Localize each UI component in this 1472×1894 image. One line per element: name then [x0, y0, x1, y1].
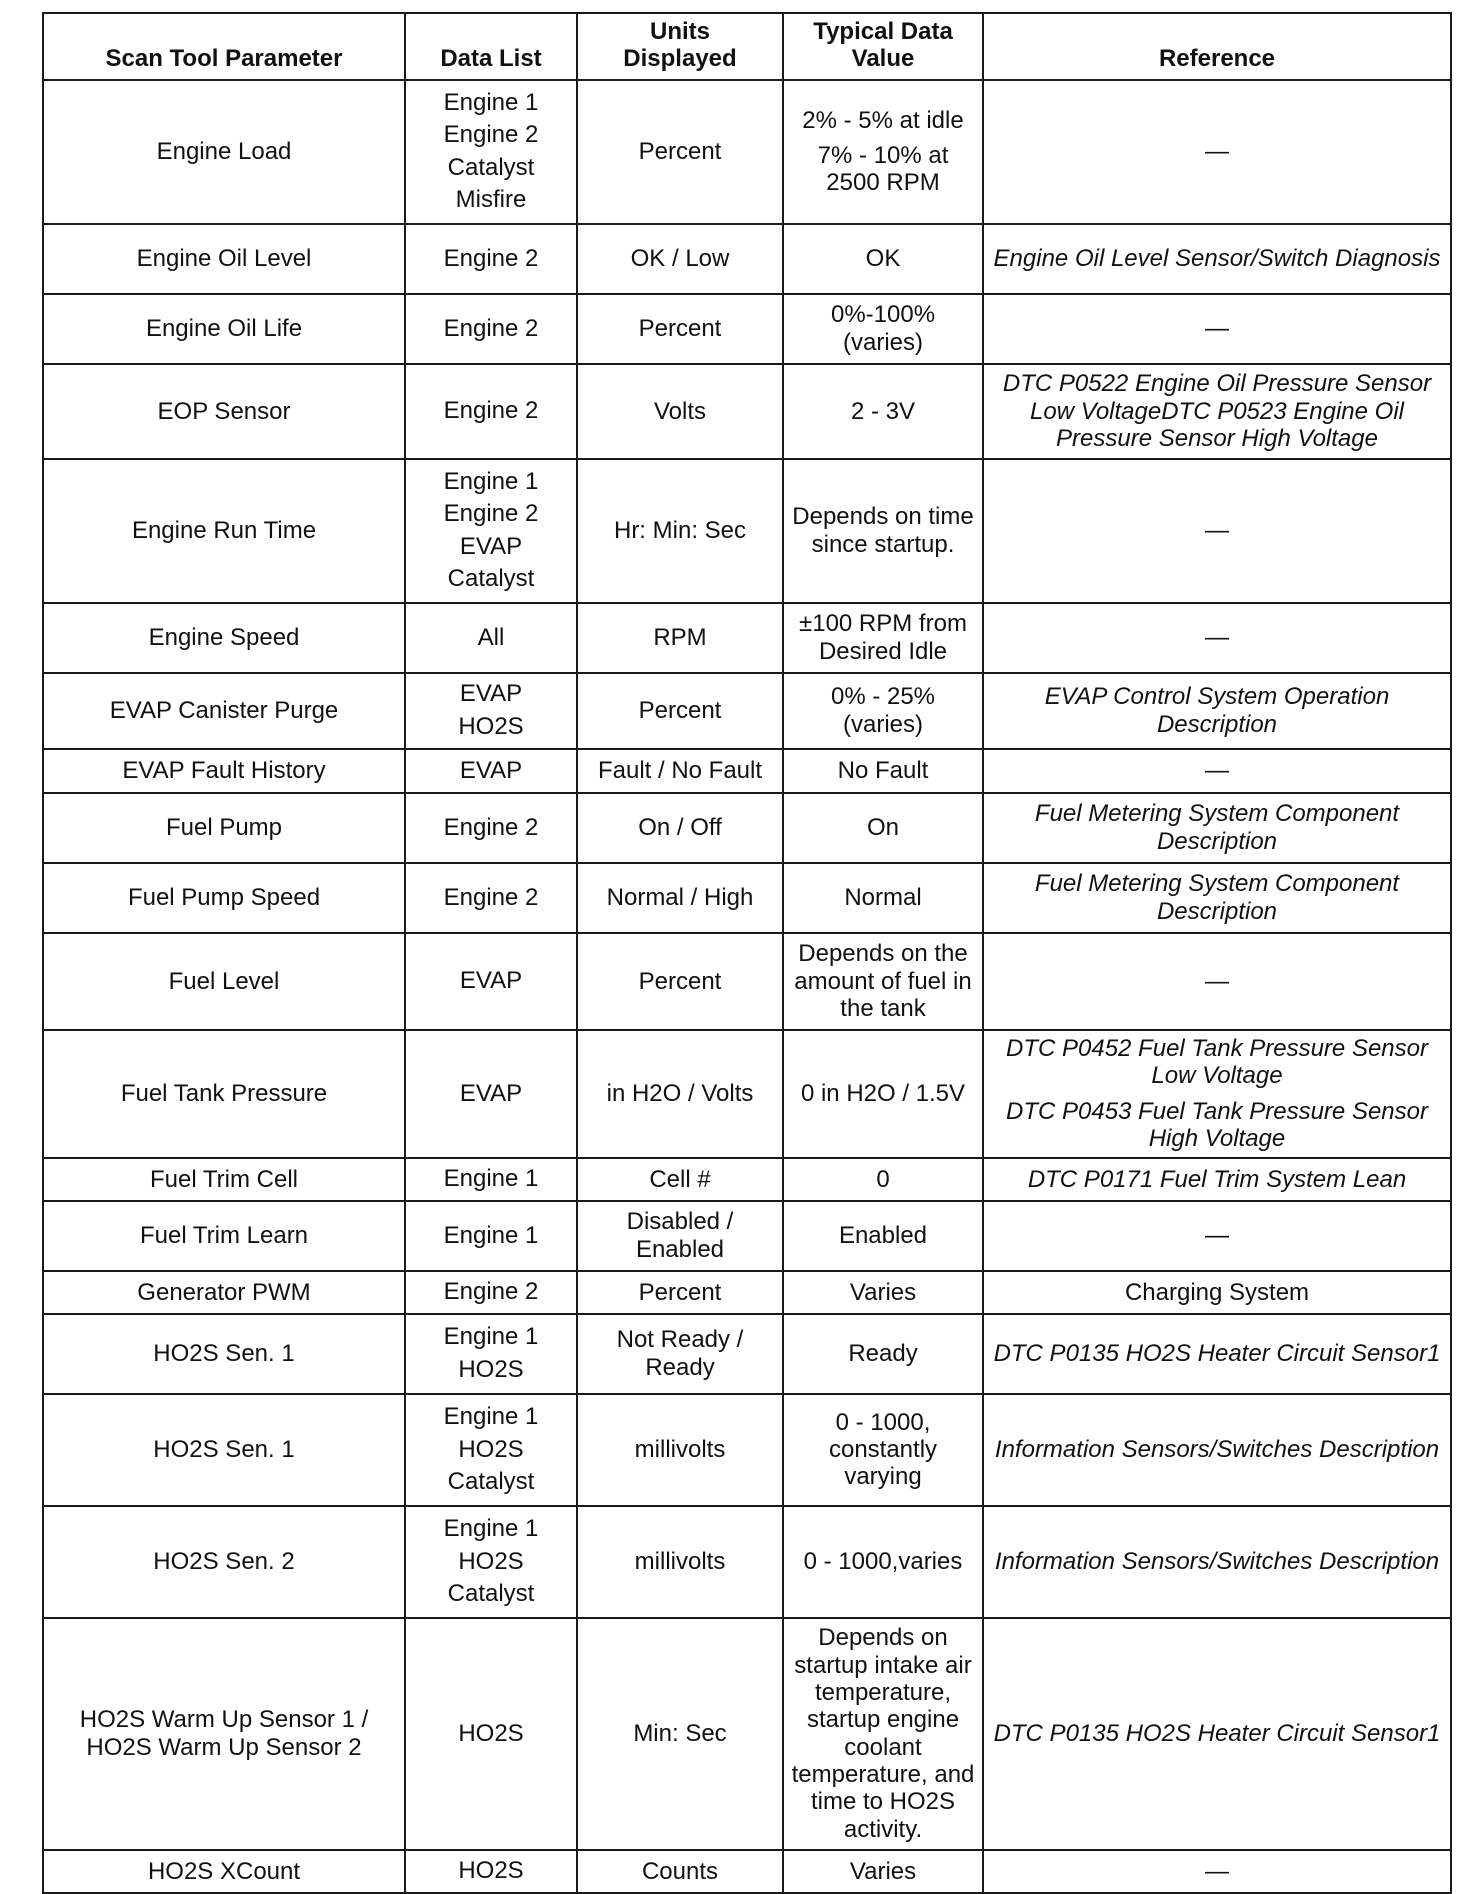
cell-line: Percent — [638, 138, 722, 166]
cell-line: Depends on time since startup. — [792, 503, 974, 558]
table-row — [43, 673, 1451, 749]
cell-scan-tool-parameter — [43, 459, 405, 603]
cell-line: HO2S Sen. 1 — [153, 1436, 295, 1464]
cell-scan-tool-parameter — [43, 1158, 405, 1201]
cell-line: — — [1205, 757, 1229, 785]
cell-scan-tool-parameter — [43, 863, 405, 933]
cell-data-list — [405, 1618, 577, 1850]
cell-line: Engine 1 — [443, 467, 539, 495]
cell-reference — [983, 1030, 1451, 1158]
cell-line: Percent — [638, 967, 722, 995]
cell-line: Engine 2 — [443, 244, 539, 272]
cell-typical-data-value — [783, 933, 983, 1030]
cell-line: OK / Low — [630, 245, 730, 273]
table-row — [43, 933, 1451, 1030]
cell-line: Depends on startup intake air temperature, startup engine coolant temperature, and time to HO2S activity. — [791, 1624, 975, 1843]
table-body — [43, 80, 1451, 1893]
cell-line: Fuel Trim Learn — [139, 1222, 309, 1250]
cell-scan-tool-parameter — [43, 294, 405, 364]
cell-units-displayed — [577, 1030, 783, 1158]
header-data-list: Data List — [405, 13, 577, 80]
cell-line: Ready — [848, 1340, 918, 1368]
cell-line: Engine 2 — [443, 813, 539, 841]
cell-reference — [983, 1271, 1451, 1314]
cell-line: Engine 1 — [443, 1515, 539, 1543]
cell-line: Fuel Metering System Component Description — [1034, 870, 1400, 925]
cell-scan-tool-parameter — [43, 1271, 405, 1314]
cell-line: RPM — [653, 624, 707, 652]
cell-line: Generator PWM — [137, 1278, 311, 1306]
cell-line: Engine 1 — [443, 1323, 539, 1351]
cell-data-list — [405, 80, 577, 224]
cell-units-displayed — [577, 459, 783, 603]
cell-reference — [983, 1158, 1451, 1201]
cell-data-list — [405, 603, 577, 673]
table-row — [43, 1030, 1451, 1158]
cell-scan-tool-parameter — [43, 1201, 405, 1271]
header-typical-data-value: Typical Data Value — [783, 13, 983, 80]
cell-scan-tool-parameter — [43, 1618, 405, 1850]
cell-line: — — [1205, 517, 1229, 545]
cell-reference — [983, 1850, 1451, 1893]
cell-line: 0% - 25% (varies) — [830, 683, 936, 738]
cell-line: — — [1205, 1222, 1229, 1250]
table-row — [43, 1394, 1451, 1506]
cell-typical-data-value — [783, 603, 983, 673]
cell-line: On — [866, 814, 899, 842]
cell-scan-tool-parameter — [43, 933, 405, 1030]
cell-scan-tool-parameter — [43, 1506, 405, 1618]
cell-data-list — [405, 1850, 577, 1893]
cell-line: No Fault — [837, 757, 929, 785]
cell-line: HO2S XCount — [147, 1857, 301, 1885]
cell-reference — [983, 793, 1451, 863]
cell-line: Fuel Pump Speed — [127, 884, 321, 912]
table-row — [43, 1618, 1451, 1850]
cell-reference — [983, 749, 1451, 793]
cell-units-displayed — [577, 933, 783, 1030]
cell-line: Min: Sec — [633, 1720, 727, 1748]
cell-units-displayed — [577, 793, 783, 863]
cell-scan-tool-parameter — [43, 1394, 405, 1506]
cell-typical-data-value — [783, 80, 983, 224]
cell-reference — [983, 863, 1451, 933]
cell-line: — — [1205, 967, 1229, 995]
table-row — [43, 364, 1451, 459]
cell-units-displayed — [577, 1201, 783, 1271]
cell-line: Catalyst — [447, 1467, 535, 1495]
cell-typical-data-value — [783, 1394, 983, 1506]
cell-line: Catalyst — [447, 1579, 535, 1607]
cell-line: Catalyst — [447, 153, 535, 181]
cell-line: Engine 2 — [443, 314, 539, 342]
cell-line: — — [1205, 624, 1229, 652]
cell-line: 2 - 3V — [850, 397, 916, 425]
cell-line: Percent — [638, 697, 722, 725]
cell-line: EVAP Fault History — [122, 757, 326, 785]
table-row — [43, 1201, 1451, 1271]
cell-typical-data-value — [783, 1271, 983, 1314]
cell-scan-tool-parameter — [43, 1030, 405, 1158]
cell-units-displayed — [577, 1618, 783, 1850]
cell-line: EVAP — [459, 532, 523, 560]
cell-line: HO2S — [458, 1547, 524, 1575]
cell-line: Counts — [641, 1857, 719, 1885]
cell-units-displayed — [577, 1394, 783, 1506]
cell-line: Fuel Metering System Component Description — [1034, 800, 1400, 855]
cell-line: HO2S — [458, 1857, 524, 1885]
table-row — [43, 603, 1451, 673]
cell-reference — [983, 1201, 1451, 1271]
cell-line: Engine 1 — [443, 1165, 539, 1193]
cell-scan-tool-parameter — [43, 224, 405, 294]
cell-data-list — [405, 294, 577, 364]
table-row — [43, 224, 1451, 294]
cell-reference — [983, 1618, 1451, 1850]
cell-line: DTC P0522 Engine Oil Pressure Sensor Low VoltageDTC P0523 Engine Oil Pressure Sensor High Voltage — [1002, 370, 1432, 452]
cell-typical-data-value — [783, 863, 983, 933]
scan-tool-data-table — [42, 12, 1452, 1894]
cell-units-displayed — [577, 603, 783, 673]
cell-reference — [983, 224, 1451, 294]
cell-data-list — [405, 364, 577, 459]
cell-data-list — [405, 1158, 577, 1201]
cell-line: Fault / No Fault — [597, 757, 763, 785]
cell-line: Misfire — [455, 186, 527, 214]
cell-line: DTC P0135 HO2S Heater Circuit Sensor1 — [993, 1340, 1441, 1368]
cell-data-list — [405, 793, 577, 863]
cell-reference — [983, 1394, 1451, 1506]
cell-units-displayed — [577, 294, 783, 364]
cell-line: Information Sensors/Switches Description — [994, 1548, 1440, 1576]
table-row — [43, 80, 1451, 224]
cell-line: 0 — [876, 1165, 890, 1193]
cell-scan-tool-parameter — [43, 673, 405, 749]
cell-line: — — [1205, 138, 1229, 166]
cell-line: Engine Oil Level — [136, 245, 312, 273]
cell-line: HO2S — [458, 1719, 524, 1747]
cell-reference — [983, 80, 1451, 224]
cell-line: Enabled — [838, 1222, 928, 1250]
cell-data-list — [405, 1201, 577, 1271]
cell-line: 0%-100% (varies) — [830, 301, 936, 356]
cell-line: HO2S Sen. 1 — [153, 1340, 295, 1368]
cell-line: Disabled / Enabled — [626, 1208, 734, 1263]
cell-reference — [983, 364, 1451, 459]
cell-reference — [983, 603, 1451, 673]
cell-line: Normal / High — [606, 884, 754, 912]
cell-line: EOP Sensor — [157, 397, 291, 425]
header-units-displayed: Units Displayed — [577, 13, 783, 80]
cell-units-displayed — [577, 749, 783, 793]
cell-data-list — [405, 459, 577, 603]
cell-line: Hr: Min: Sec — [613, 517, 747, 545]
cell-line: Catalyst — [447, 565, 535, 593]
cell-typical-data-value — [783, 749, 983, 793]
cell-units-displayed — [577, 364, 783, 459]
cell-line: Engine Oil Life — [145, 315, 303, 343]
cell-line: Engine 1 — [443, 1403, 539, 1431]
cell-units-displayed — [577, 673, 783, 749]
cell-typical-data-value — [783, 1201, 983, 1271]
cell-typical-data-value — [783, 1158, 983, 1201]
cell-scan-tool-parameter — [43, 364, 405, 459]
cell-typical-data-value — [783, 1618, 983, 1850]
cell-line: Engine 2 — [443, 121, 539, 149]
cell-line: EVAP — [459, 1079, 523, 1107]
header-reference: Reference — [983, 13, 1451, 80]
cell-line: EVAP — [459, 680, 523, 708]
cell-line: Information Sensors/Switches Description — [994, 1436, 1440, 1464]
cell-line: ±100 RPM from Desired Idle — [799, 610, 967, 665]
cell-units-displayed — [577, 80, 783, 224]
cell-line: Varies — [849, 1857, 917, 1885]
cell-data-list — [405, 1271, 577, 1314]
cell-line: DTC P0171 Fuel Trim System Lean — [1027, 1165, 1407, 1193]
cell-line: Charging System — [1124, 1278, 1310, 1306]
table-row — [43, 1271, 1451, 1314]
cell-line: Fuel Trim Cell — [149, 1165, 299, 1193]
cell-line: Engine 1 — [443, 88, 539, 116]
header-row — [43, 13, 1451, 80]
cell-typical-data-value — [783, 793, 983, 863]
cell-scan-tool-parameter — [43, 80, 405, 224]
cell-line: 2% - 5% at idle — [802, 106, 964, 134]
cell-line: Fuel Level — [168, 967, 280, 995]
table-row — [43, 793, 1451, 863]
cell-reference — [983, 1506, 1451, 1618]
cell-line: EVAP Canister Purge — [109, 697, 339, 725]
cell-line: HO2S Warm Up Sensor 1 / — [79, 1706, 369, 1734]
table-row — [43, 863, 1451, 933]
cell-line: EVAP — [459, 967, 523, 995]
cell-line: Varies — [849, 1278, 917, 1306]
cell-line: EVAP — [459, 756, 523, 784]
cell-units-displayed — [577, 1506, 783, 1618]
cell-line: Engine Oil Level Sensor/Switch Diagnosis — [993, 245, 1441, 273]
table-row — [43, 459, 1451, 603]
cell-data-list — [405, 224, 577, 294]
cell-units-displayed — [577, 1271, 783, 1314]
cell-line: HO2S Warm Up Sensor 2 — [86, 1733, 362, 1761]
cell-line: millivolts — [634, 1548, 726, 1576]
cell-line: Volts — [653, 397, 707, 425]
cell-line: DTC P0135 HO2S Heater Circuit Sensor1 — [993, 1720, 1441, 1748]
cell-line: HO2S — [458, 712, 524, 740]
cell-line: 0 - 1000,varies — [803, 1548, 963, 1576]
cell-line: in H2O / Volts — [606, 1080, 754, 1108]
table-row — [43, 1158, 1451, 1201]
cell-line: HO2S — [458, 1355, 524, 1383]
cell-line: Depends on the amount of fuel in the tank — [794, 940, 972, 1022]
cell-line: Percent — [638, 315, 722, 343]
cell-reference — [983, 294, 1451, 364]
cell-line: Engine 2 — [443, 500, 539, 528]
cell-data-list — [405, 1314, 577, 1394]
cell-line: Not Ready / Ready — [616, 1326, 744, 1381]
cell-data-list — [405, 863, 577, 933]
cell-units-displayed — [577, 1314, 783, 1394]
cell-scan-tool-parameter — [43, 793, 405, 863]
cell-scan-tool-parameter — [43, 749, 405, 793]
cell-typical-data-value — [783, 673, 983, 749]
cell-line: Engine Load — [156, 138, 292, 166]
header-scan-tool-parameter: Scan Tool Parameter — [43, 13, 405, 80]
cell-line: 7% - 10% at 2500 RPM — [817, 142, 949, 197]
cell-line: OK — [865, 245, 901, 273]
cell-data-list — [405, 1506, 577, 1618]
cell-reference — [983, 673, 1451, 749]
cell-data-list — [405, 673, 577, 749]
cell-line: Normal — [844, 884, 922, 912]
cell-typical-data-value — [783, 364, 983, 459]
cell-line: Percent — [638, 1278, 722, 1306]
cell-scan-tool-parameter — [43, 1850, 405, 1893]
cell-scan-tool-parameter — [43, 1314, 405, 1394]
cell-line: Engine 1 — [443, 1221, 539, 1249]
cell-data-list — [405, 1030, 577, 1158]
cell-line: — — [1205, 1857, 1229, 1885]
cell-reference — [983, 459, 1451, 603]
cell-data-list — [405, 1394, 577, 1506]
table-row — [43, 294, 1451, 364]
cell-line: HO2S Sen. 2 — [153, 1548, 295, 1576]
cell-typical-data-value — [783, 1506, 983, 1618]
cell-line: Engine Run Time — [131, 517, 317, 545]
table-row — [43, 749, 1451, 793]
cell-line: Engine 2 — [443, 1278, 539, 1306]
cell-line: 0 - 1000, constantly varying — [828, 1408, 938, 1491]
cell-line: DTC P0452 Fuel Tank Pressure Sensor Low Voltage — [1006, 1035, 1428, 1090]
cell-units-displayed — [577, 1158, 783, 1201]
cell-line: 0 in H2O / 1.5V — [800, 1080, 966, 1108]
cell-line: Engine 2 — [443, 397, 539, 425]
cell-typical-data-value — [783, 1314, 983, 1394]
cell-line: Engine Speed — [148, 624, 300, 652]
cell-line: — — [1205, 315, 1229, 343]
cell-typical-data-value — [783, 224, 983, 294]
cell-data-list — [405, 749, 577, 793]
table-row — [43, 1850, 1451, 1893]
cell-typical-data-value — [783, 459, 983, 603]
cell-data-list — [405, 933, 577, 1030]
cell-line: Fuel Pump — [165, 814, 283, 842]
cell-units-displayed — [577, 1850, 783, 1893]
table-row — [43, 1314, 1451, 1394]
cell-line: Engine 2 — [443, 883, 539, 911]
cell-typical-data-value — [783, 1030, 983, 1158]
cell-reference — [983, 1314, 1451, 1394]
cell-units-displayed — [577, 224, 783, 294]
cell-units-displayed — [577, 863, 783, 933]
cell-line: Cell # — [649, 1165, 711, 1193]
cell-line: On / Off — [638, 814, 722, 842]
cell-line: DTC P0453 Fuel Tank Pressure Sensor High Voltage — [1006, 1097, 1428, 1153]
cell-typical-data-value — [783, 294, 983, 364]
cell-line: HO2S — [458, 1435, 524, 1463]
cell-reference — [983, 933, 1451, 1030]
cell-scan-tool-parameter — [43, 603, 405, 673]
cell-typical-data-value — [783, 1850, 983, 1893]
cell-line: Fuel Tank Pressure — [120, 1080, 328, 1108]
cell-line: EVAP Control System Operation Description — [1044, 683, 1390, 738]
table-row — [43, 1506, 1451, 1618]
cell-line: All — [477, 623, 505, 651]
cell-line: millivolts — [634, 1436, 726, 1464]
